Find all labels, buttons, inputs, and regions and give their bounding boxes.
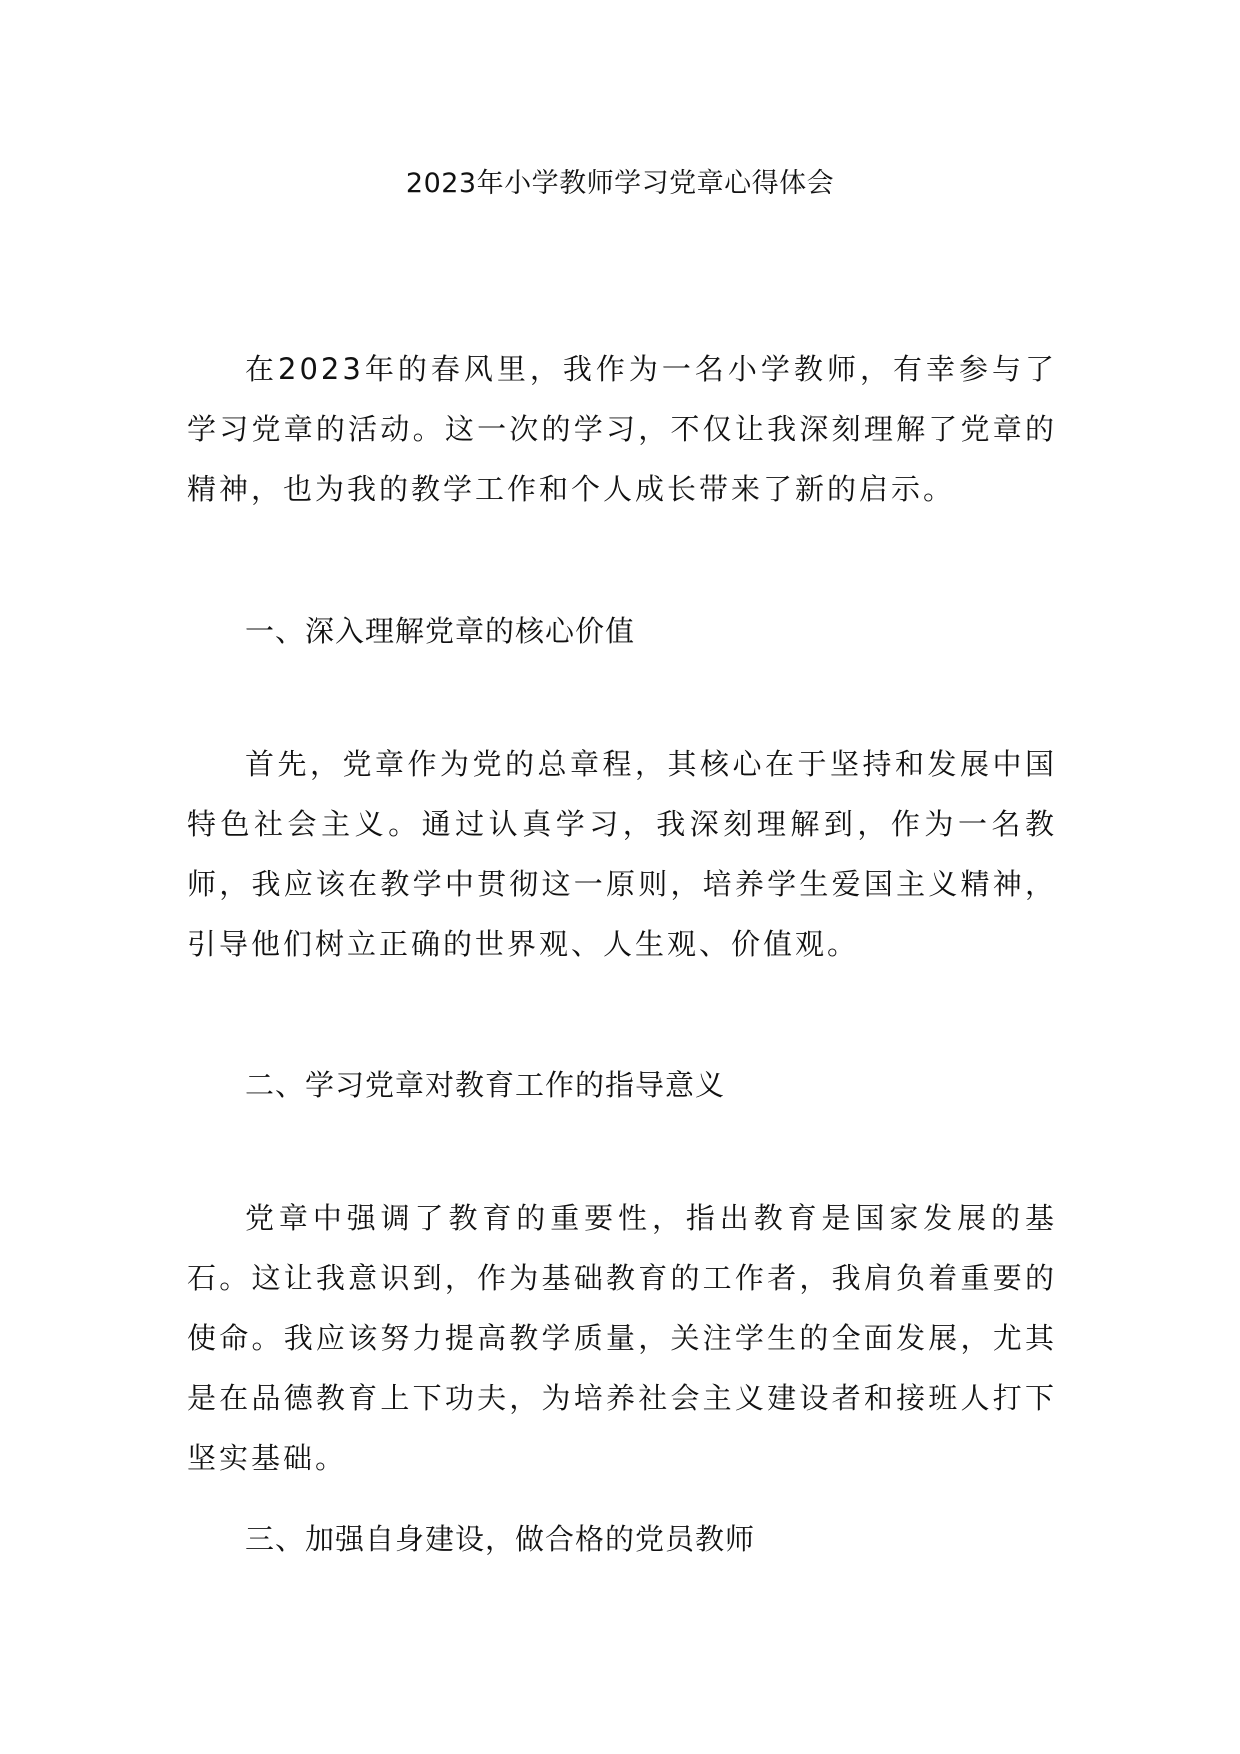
section-heading-2: 二、学习党章对教育工作的指导意义	[245, 1068, 726, 1102]
intro-paragraph: 在2023年的春风里，我作为一名小学教师，有幸参与了学习党章的活动。这一次的学习，不仅让我深刻理解了党章的精神，也为我的教学工作和个人成长带来了新的启示。	[187, 352, 1057, 506]
section-heading-1: 一、深入理解党章的核心价值	[245, 614, 636, 648]
section-1-paragraph: 首先，党章作为党的总章程，其核心在于坚持和发展中国特色社会主义。通过认真学习，我深刻理解到，作为一名教师，我应该在教学中贯彻这一原则，培养学生爱国主义精神，引导他们树立正确的世界观、人生观、价值观。	[187, 747, 1057, 961]
section-heading-3: 三、加强自身建设，做合格的党员教师	[245, 1522, 756, 1556]
section-2-paragraph: 党章中强调了教育的重要性，指出教育是国家发展的基石。这让我意识到，作为基础教育的工作者，我肩负着重要的使命。我应该努力提高教学质量，关注学生的全面发展，尤其是在品德教育上下功夫，为培养社会主义建设者和接班人打下坚实基础。	[187, 1201, 1057, 1475]
document-title: 2023年小学教师学习党章心得体会	[405, 168, 835, 199]
